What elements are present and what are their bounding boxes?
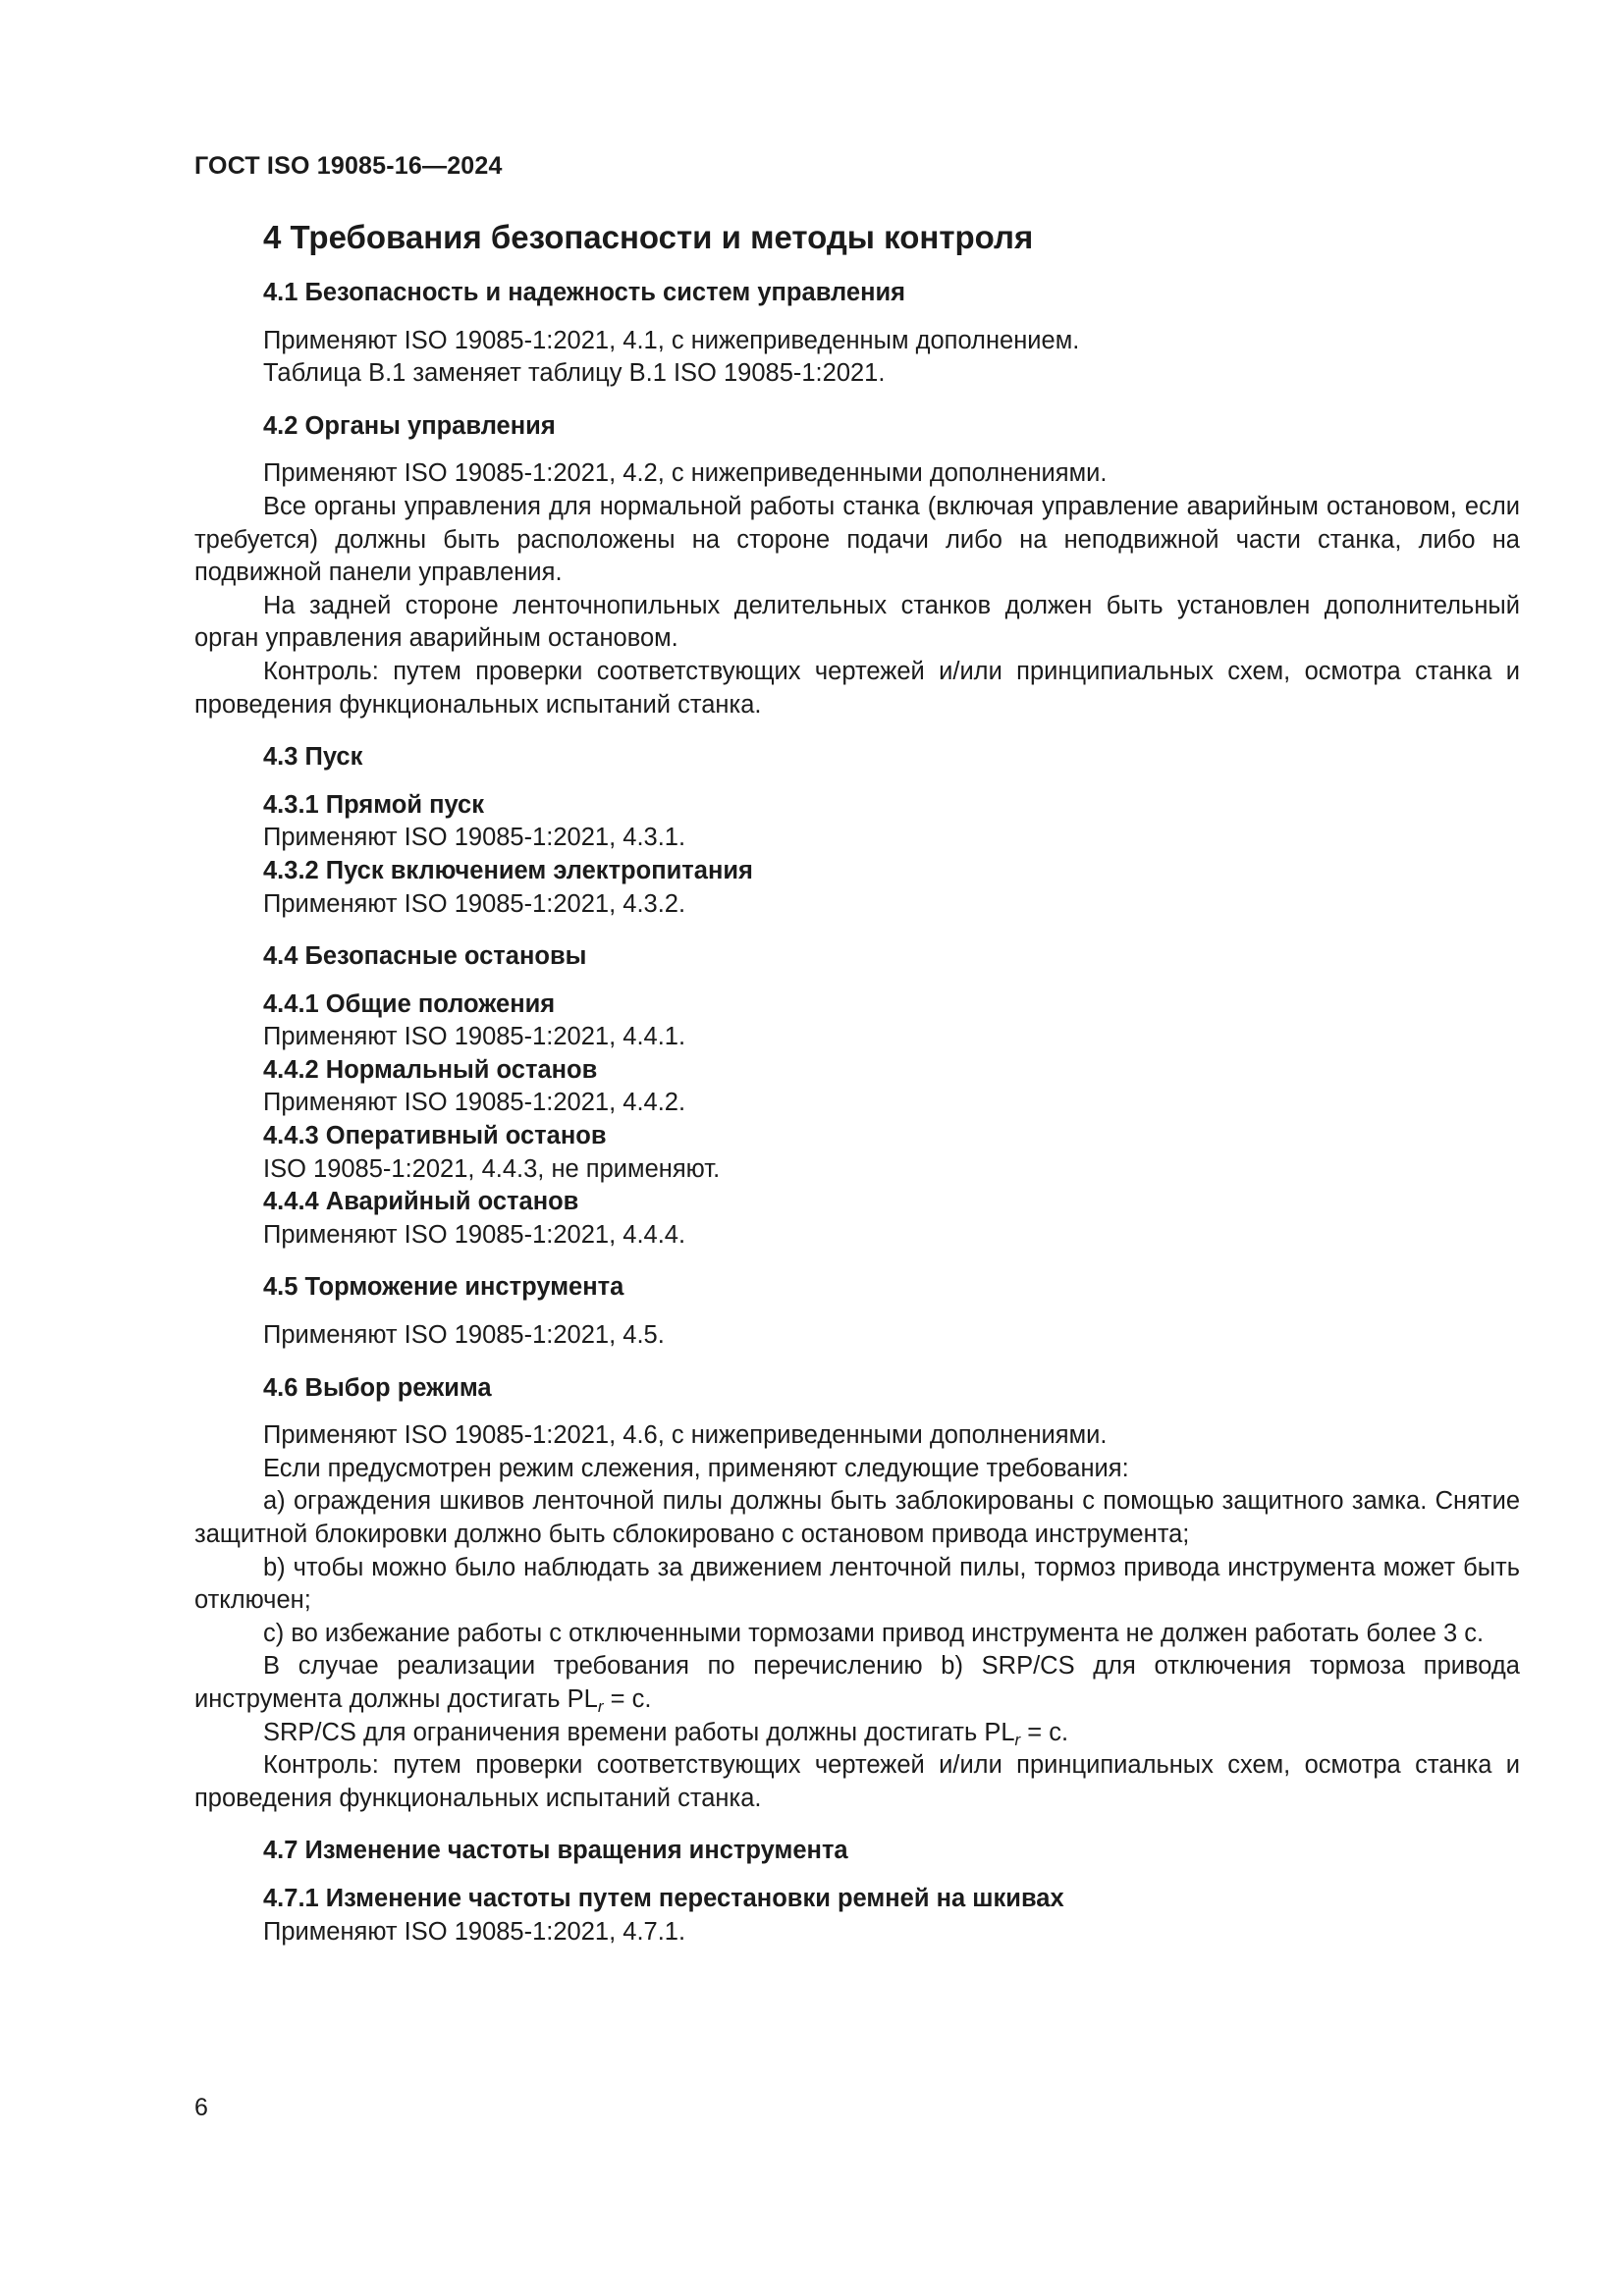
subsection-title-4-5: 4.5 Торможение инструмента	[263, 1273, 624, 1302]
paragraph: Применяют ISO 19085-1:2021, 4.6, с нижеприведенными дополнениями.	[263, 1421, 1108, 1450]
section-title: 4 Требования безопасности и методы контроля	[263, 219, 1034, 255]
paragraph: Контроль: путем проверки соответствующих чертежей и/или принципиальных схем, осмотра станка и проведения функциональных испытаний станка.	[194, 657, 1520, 719]
clause-title-4-3-2: 4.3.2 Пуск включением электропитания	[263, 856, 753, 884]
paragraph: Применяют ISO 19085-1:2021, 4.1, с нижеприведенным дополнением.	[263, 326, 1080, 354]
text: В случае реализации требования по перечислению b) SRP/CS для отключения тормоза привода инструмента должны достигать PL	[194, 1652, 1520, 1713]
subscript: r	[1014, 1730, 1021, 1749]
subscript: r	[597, 1696, 604, 1716]
paragraph: Применяют ISO 19085-1:2021, 4.3.2.	[263, 889, 686, 918]
paragraph-plr	[194, 1650, 1520, 1716]
document-body	[194, 218, 1520, 1949]
subsection-title-4-2: 4.2 Органы управления	[263, 411, 556, 440]
text: = c.	[1020, 1718, 1069, 1746]
text: = c.	[603, 1684, 652, 1713]
clause-title-4-4-2: 4.4.2 Нормальный останов	[263, 1055, 598, 1084]
paragraph: Таблица В.1 заменяет таблицу В.1 ISO 19085-1:2021.	[263, 359, 886, 388]
paragraph: ISO 19085-1:2021, 4.4.3, не применяют.	[263, 1154, 721, 1183]
paragraph: Применяют ISO 19085-1:2021, 4.7.1.	[263, 1917, 686, 1946]
clause-title-4-4-3: 4.4.3 Оперативный останов	[263, 1122, 607, 1150]
clause-title-4-3-1: 4.3.1 Прямой пуск	[263, 790, 485, 819]
clause-title-4-4-4: 4.4.4 Аварийный останов	[263, 1188, 579, 1216]
paragraph: Все органы управления для нормальной работы станка (включая управление аварийным остановом, если требуется) должны быть расположены на стороне подачи либо на неподвижной части станка, либо на подвижной панели управления.	[194, 492, 1520, 587]
paragraph: Применяют ISO 19085-1:2021, 4.3.1.	[263, 824, 686, 852]
document-code: ГОСТ ISO 19085-16—2024	[194, 152, 503, 180]
subsection-title-4-1: 4.1 Безопасность и надежность систем управления	[263, 279, 906, 306]
paragraph: Если предусмотрен режим слежения, применяют следующие требования:	[263, 1454, 1129, 1482]
paragraph-plr	[194, 1717, 1520, 1750]
subsection-title-4-6: 4.6 Выбор режима	[263, 1373, 492, 1402]
text: SRP/CS для ограничения времени работы должны достигать PL	[263, 1718, 1015, 1746]
subsection-title-4-3: 4.3 Пуск	[263, 743, 363, 772]
list-item-b: b) чтобы можно было наблюдать за движением ленточной пилы, тормоз привода инструмента может быть отключен;	[194, 1553, 1520, 1615]
clause-title-4-7-1: 4.7.1 Изменение частоты путем перестановки ремней на шкивах	[263, 1884, 1064, 1912]
page-number: 6	[194, 2094, 208, 2121]
paragraph: Применяют ISO 19085-1:2021, 4.4.2.	[263, 1089, 686, 1117]
paragraph: Применяют ISO 19085-1:2021, 4.2, с нижеприведенными дополнениями.	[263, 459, 1108, 488]
clause-title-4-4-1: 4.4.1 Общие положения	[263, 989, 556, 1018]
paragraph: Применяют ISO 19085-1:2021, 4.4.4.	[263, 1220, 686, 1249]
paragraph: Применяют ISO 19085-1:2021, 4.4.1.	[263, 1023, 686, 1051]
paragraph: На задней стороне ленточнопильных делительных станков должен быть установлен дополнительный орган управления аварийным остановом.	[194, 591, 1520, 653]
paragraph: Контроль: путем проверки соответствующих чертежей и/или принципиальных схем, осмотра станка и проведения функциональных испытаний станка.	[194, 1751, 1520, 1812]
list-item-a: a) ограждения шкивов ленточной пилы должны быть заблокированы с помощью защитного замка. Снятие защитной блокировки должно быть сблокировано с остановом привода инструмента;	[194, 1487, 1520, 1548]
subsection-title-4-7: 4.7 Изменение частоты вращения инструмента	[263, 1837, 848, 1865]
list-item-c: c) во избежание работы с отключенными тормозами привод инструмента не должен работать более 3 с.	[263, 1619, 1485, 1647]
subsection-title-4-4: 4.4 Безопасные остановы	[263, 942, 587, 971]
paragraph: Применяют ISO 19085-1:2021, 4.5.	[263, 1321, 665, 1350]
